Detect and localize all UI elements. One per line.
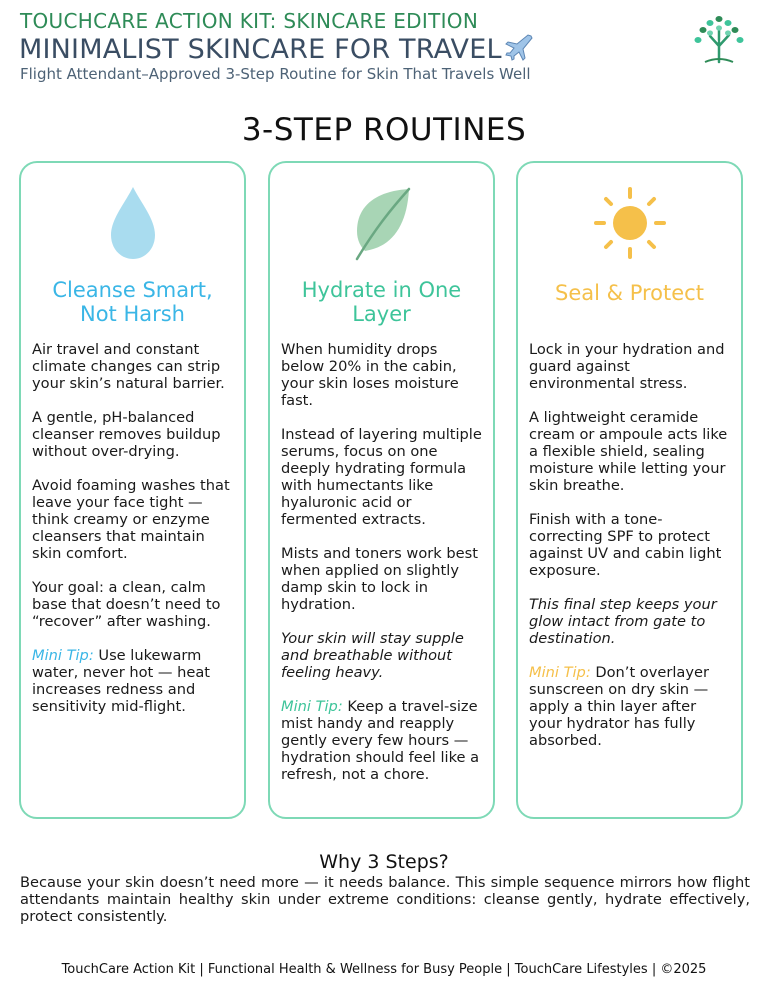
page-footer: TouchCare Action Kit | Functional Health & Wellness for Busy People | TouchCare Lifestyles | ©2025 (61, 962, 707, 977)
card-body (529, 341, 733, 766)
tree-logo-icon (690, 12, 748, 68)
card-italic-note: This final step keeps your glow intact from gate to destination. (529, 596, 717, 647)
card-paragraph: Instead of layering multiple serums, focus on one deeply hydrating formula with humectants like hyaluronic acid or fermented extracts. (281, 426, 482, 528)
card-paragraph: A gentle, pH-balanced cleanser removes buildup without over-drying. (32, 409, 221, 460)
mini-tip (529, 664, 733, 749)
leaf-icon (270, 183, 493, 263)
card-heading-line: Hydrate in One (301, 278, 462, 302)
card-heading (29, 278, 236, 326)
mini-tip-text: Use lukewarm water, never hot — heat increases redness and sensitivity mid-flight. (32, 647, 211, 715)
card-paragraph: Your goal: a clean, calm base that doesn’t need to “recover” after washing. (32, 579, 221, 630)
page-title-text: MINIMALIST SKINCARE FOR TRAVEL (19, 34, 502, 65)
routine-card-protect (516, 161, 743, 819)
card-body (281, 341, 485, 800)
page-title (19, 32, 534, 69)
card-italic-note: Your skin will stay supple and breathable without feeling heavy. (281, 630, 464, 681)
mini-tip-label: Mini Tip: (529, 664, 591, 681)
airplane-icon (504, 32, 534, 69)
mini-tip-label: Mini Tip: (281, 698, 343, 715)
mini-tip (281, 698, 485, 783)
sun-icon (518, 183, 741, 263)
card-paragraph: Mists and toners work best when applied on slightly damp skin to lock in hydration. (281, 545, 478, 613)
card-heading (278, 278, 485, 326)
routine-card-cleanse (19, 161, 246, 819)
card-heading-line: Not Harsh (79, 302, 185, 326)
card-heading-line: Layer (352, 302, 411, 326)
mini-tip-text: Keep a travel-size mist handy and reapply gently every few hours — hydration should feel like a refresh, not a chore. (281, 698, 480, 783)
card-paragraph: A lightweight ceramide cream or ampoule acts like a flexible shield, sealing moisture while letting your skin breathe. (529, 409, 728, 494)
why-title: Why 3 Steps? (319, 851, 449, 873)
kit-kicker: TOUCHCARE ACTION KIT: SKINCARE EDITION (20, 9, 479, 33)
card-paragraph: Avoid foaming washes that leave your face tight — think creamy or enzyme cleansers that maintain skin comfort. (32, 477, 230, 562)
card-body (32, 341, 236, 732)
card-heading-line: Cleanse Smart, (52, 278, 213, 302)
page-subtitle: Flight Attendant–Approved 3-Step Routine for Skin That Travels Well (20, 65, 531, 83)
why-body: Because your skin doesn’t need more — it needs balance. This simple sequence mirrors how flight attendants maintain healthy skin under extreme conditions: cleanse gently, hydrate effectively, protect consistently. (20, 874, 750, 925)
card-paragraph: Air travel and constant climate changes can strip your skin’s natural barrier. (32, 341, 225, 392)
card-heading-line: Seal & Protect (555, 281, 704, 305)
water-drop-icon (21, 183, 244, 263)
section-title: 3-STEP ROUTINES (241, 112, 527, 148)
mini-tip-label: Mini Tip: (32, 647, 94, 664)
mini-tip-text: Don’t overlayer sunscreen on dry skin — apply a thin layer after your hydrator has fully absorbed. (529, 664, 709, 749)
card-paragraph: When humidity drops below 20% in the cabin, your skin loses moisture fast. (281, 341, 459, 409)
routine-card-hydrate (268, 161, 495, 819)
card-paragraph: Lock in your hydration and guard against environmental stress. (529, 341, 725, 392)
card-paragraph: Finish with a tone-correcting SPF to protect against UV and cabin light exposure. (529, 511, 722, 579)
card-heading (526, 281, 733, 305)
mini-tip (32, 647, 236, 715)
